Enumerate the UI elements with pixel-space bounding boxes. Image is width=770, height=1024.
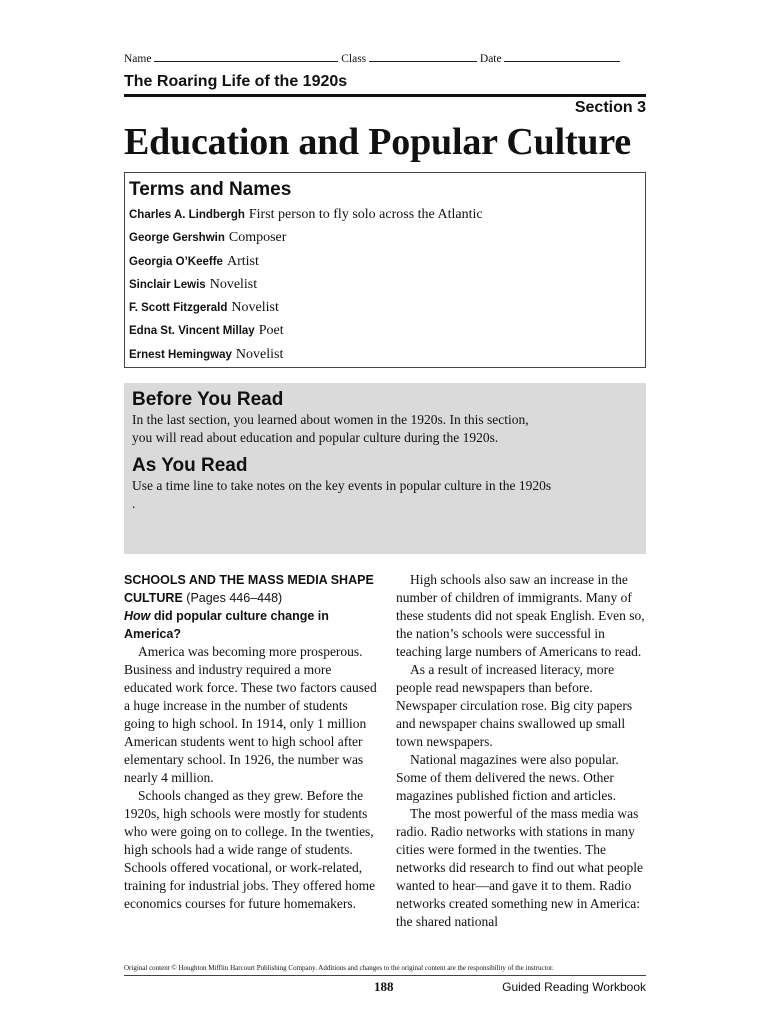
as-you-read-heading: As You Read [132,455,248,476]
workbook-title: Guided Reading Workbook [502,980,646,994]
focus-question-text: did popular culture change in America? [124,609,329,641]
as-you-read-text: Use a time line to take notes on the key events in popular culture in the 1920s . [132,478,552,511]
left-column [124,571,378,913]
section-heading [124,571,378,607]
term-row [129,228,645,251]
body-paragraph: Schools changed as they grew. Before the 1920s, high schools were mostly for students who were going on to college. In the twenties, high schools had a wide range of students. Schools offered vocational, or work-related, training for industrial jobs. They offered home economics courses for future homemakers. [124,788,376,911]
class-label: Class [341,53,367,65]
term-definition: First person to fly solo across the Atlantic [248,207,483,222]
before-you-read-text: In the last section, you learned about women in the 1920s. In this section, you will read about education and popular culture during the 1920s. [132,412,529,445]
right-paragraphs [396,571,650,931]
section-heading-text: SCHOOLS AND THE MASS MEDIA SHAPE CULTURE [124,573,374,605]
before-you-read-heading: Before You Read [132,389,284,410]
term-name: Ernest Hemingway [129,348,232,361]
term-name: George Gershwin [129,232,225,245]
term-name: Georgia O’Keeffe [129,255,223,268]
body-paragraph: High schools also saw an increase in the number of children of immigrants. Many of these students did not speak English. Even so, the nation’s schools were successful in teaching large numbers of Americans to read. [396,572,645,659]
as-you-read [132,455,646,513]
terms-heading: Terms and Names [129,179,292,200]
page-reference: (Pages 446–448) [186,591,283,605]
term-name: Charles A. Lindbergh [129,209,245,221]
term-definition: Novelist [231,300,279,316]
term-name: Edna St. Vincent Millay [129,325,255,338]
student-info-line [124,52,644,65]
body-paragraph: The most powerful of the mass media was radio. Radio networks with stations in many cities were formed in the twenties. The networks did research to find out what people wanted to hear—and gave it to them. Radio networks created something new in America: the shared national [396,806,644,929]
terms-and-names-box [124,172,646,368]
term-row [129,275,645,298]
copyright-notice: Original content © Houghton Mifflin Harcourt Publishing Company. Additions and changes to the original content are the responsibility of the instructor. [124,964,554,972]
term-name: F. Scott Fitzgerald [129,302,228,315]
body-paragraph: National magazines were also popular. Some of them delivered the news. Other magazines published fiction and articles. [396,752,619,803]
page-number: 188 [374,979,394,994]
section-label: Section 3 [574,99,646,116]
date-blank [504,52,620,62]
reading-guide-box [124,383,646,554]
body-paragraph: As a result of increased literacy, more people read newspapers than before. Newspaper circulation rose. Big city papers and newspaper chains swallowed up small town newspapers. [396,662,633,749]
term-row [129,205,645,228]
footer-rule [124,975,646,976]
term-definition: Poet [258,323,284,339]
term-row [129,345,645,368]
focus-question [124,607,378,643]
term-definition: Artist [226,253,259,269]
term-definition: Composer [228,230,287,246]
term-definition: Novelist [209,276,258,292]
term-definition: Novelist [235,346,284,362]
body-paragraph: America was becoming more prosperous. Business and industry required a more educated work force. These two factors caused a huge increase in the number of students going to high school. In 1914, only 1 million American students went to high school after elementary school. In 1926, the number was nearly 4 million. [124,644,377,785]
term-name: Sinclair Lewis [129,278,206,291]
name-blank [154,52,338,62]
terms-list [129,205,645,368]
focus-question-em: How [124,609,151,623]
term-row [129,321,645,344]
term-row [129,252,645,275]
class-blank [369,52,477,62]
name-label: Name [124,53,152,65]
date-label: Date [479,53,502,65]
before-you-read [132,389,646,447]
term-row [129,298,645,321]
right-column [396,571,650,931]
page-title: Education and Popular Culture [124,121,631,163]
left-paragraphs [124,643,378,913]
header-rule [124,94,646,97]
unit-title: The Roaring Life of the 1920s [124,73,348,90]
